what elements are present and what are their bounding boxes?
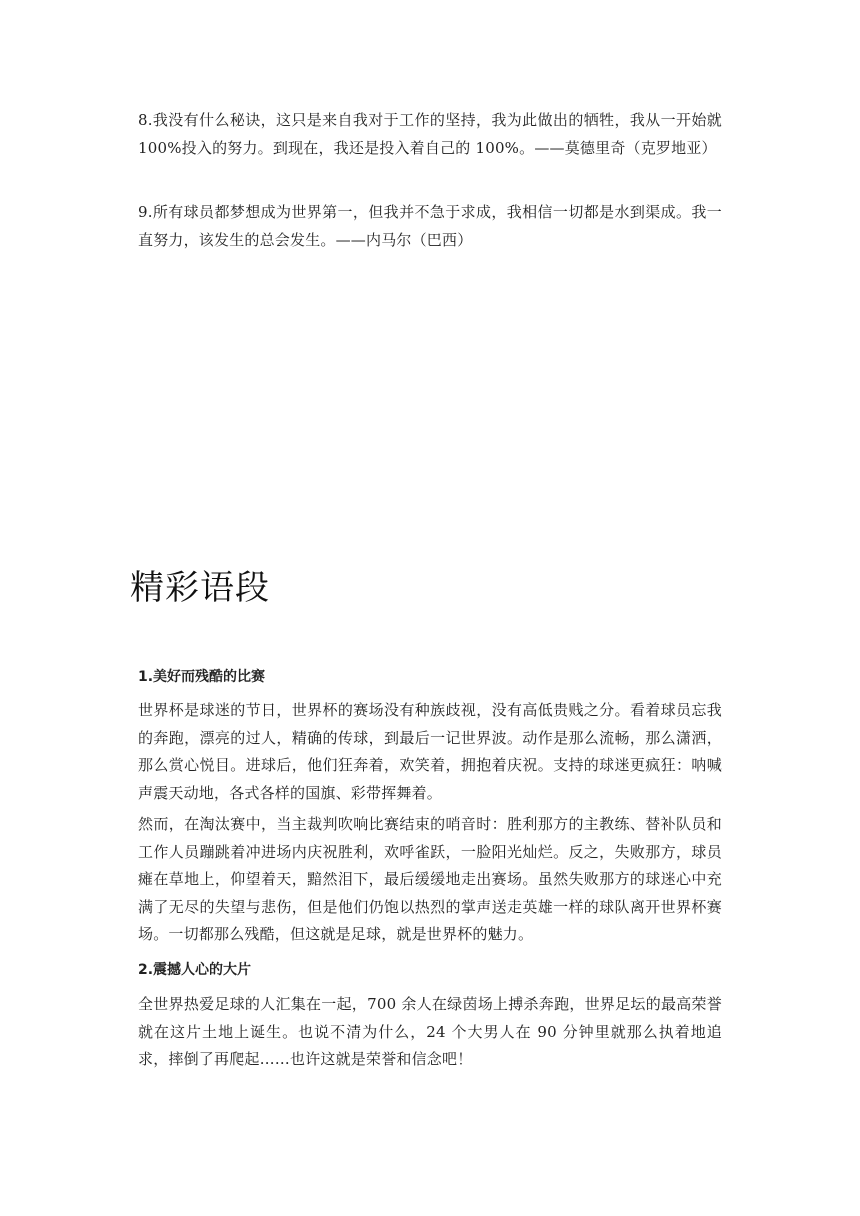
subheading-2: 2.震撼人心的大片 bbox=[138, 962, 252, 978]
paragraph-1-2: 然而，在淘汰赛中，当主裁判吹响比赛结束的哨音时：胜利那方的主教练、替补队员和工作人员蹦跳着冲进场内庆祝胜利，欢呼雀跃，一脸阳光灿烂。反之，失败那方，球员瘫在草地上，仰望着天，黯然泪下，最后缓缓地走出赛场。虽然失败那方的球迷心中充满了无尽的失望与悲伤，但是他们仍饱以热烈的掌声送走英雄一样的球队离开世界杯赛场。一切都那么残酷，但这就是足球，就是世界杯的魅力。 bbox=[138, 815, 722, 943]
subheading-1: 1.美好而残酷的比赛 bbox=[138, 669, 266, 685]
quote-neymar: 9.所有球员都梦想成为世界第一，但我并不急于求成，我相信一切都是水到渠成。我一直努力，该发生的总会发生。——内马尔（巴西） bbox=[138, 203, 722, 249]
quote-modric: 8.我没有什么秘诀，这只是来自我对于工作的坚持，我为此做出的牺牲，我从一开始就 100%投入的努力。到现在，我还是投入着自己的 100%。——莫德里奇（克罗地亚） bbox=[138, 111, 722, 157]
paragraph-2-1: 全世界热爱足球的人汇集在一起，700 余人在绿茵场上搏杀奔跑，世界足坛的最高荣誉就在这片土地上诞生。也说不清为什么，24 个大男人在 90 分钟里就那么执着地追求，摔倒了再爬起……也许这就是荣誉和信念吧！ bbox=[138, 995, 722, 1068]
paragraph-1-1: 世界杯是球迷的节日，世界杯的赛场没有种族歧视，没有高低贵贱之分。看着球员忘我的奔跑，漂亮的过人，精确的传球，到最后一记世界波。动作是那么流畅，那么潇洒，那么赏心悦目。进球后，他们狂奔着，欢笑着，拥抱着庆祝。支持的球迷更疯狂：呐喊声震天动地，各式各样的国旗、彩带挥舞着。 bbox=[138, 701, 722, 802]
section-title: 精彩语段 bbox=[130, 568, 270, 608]
